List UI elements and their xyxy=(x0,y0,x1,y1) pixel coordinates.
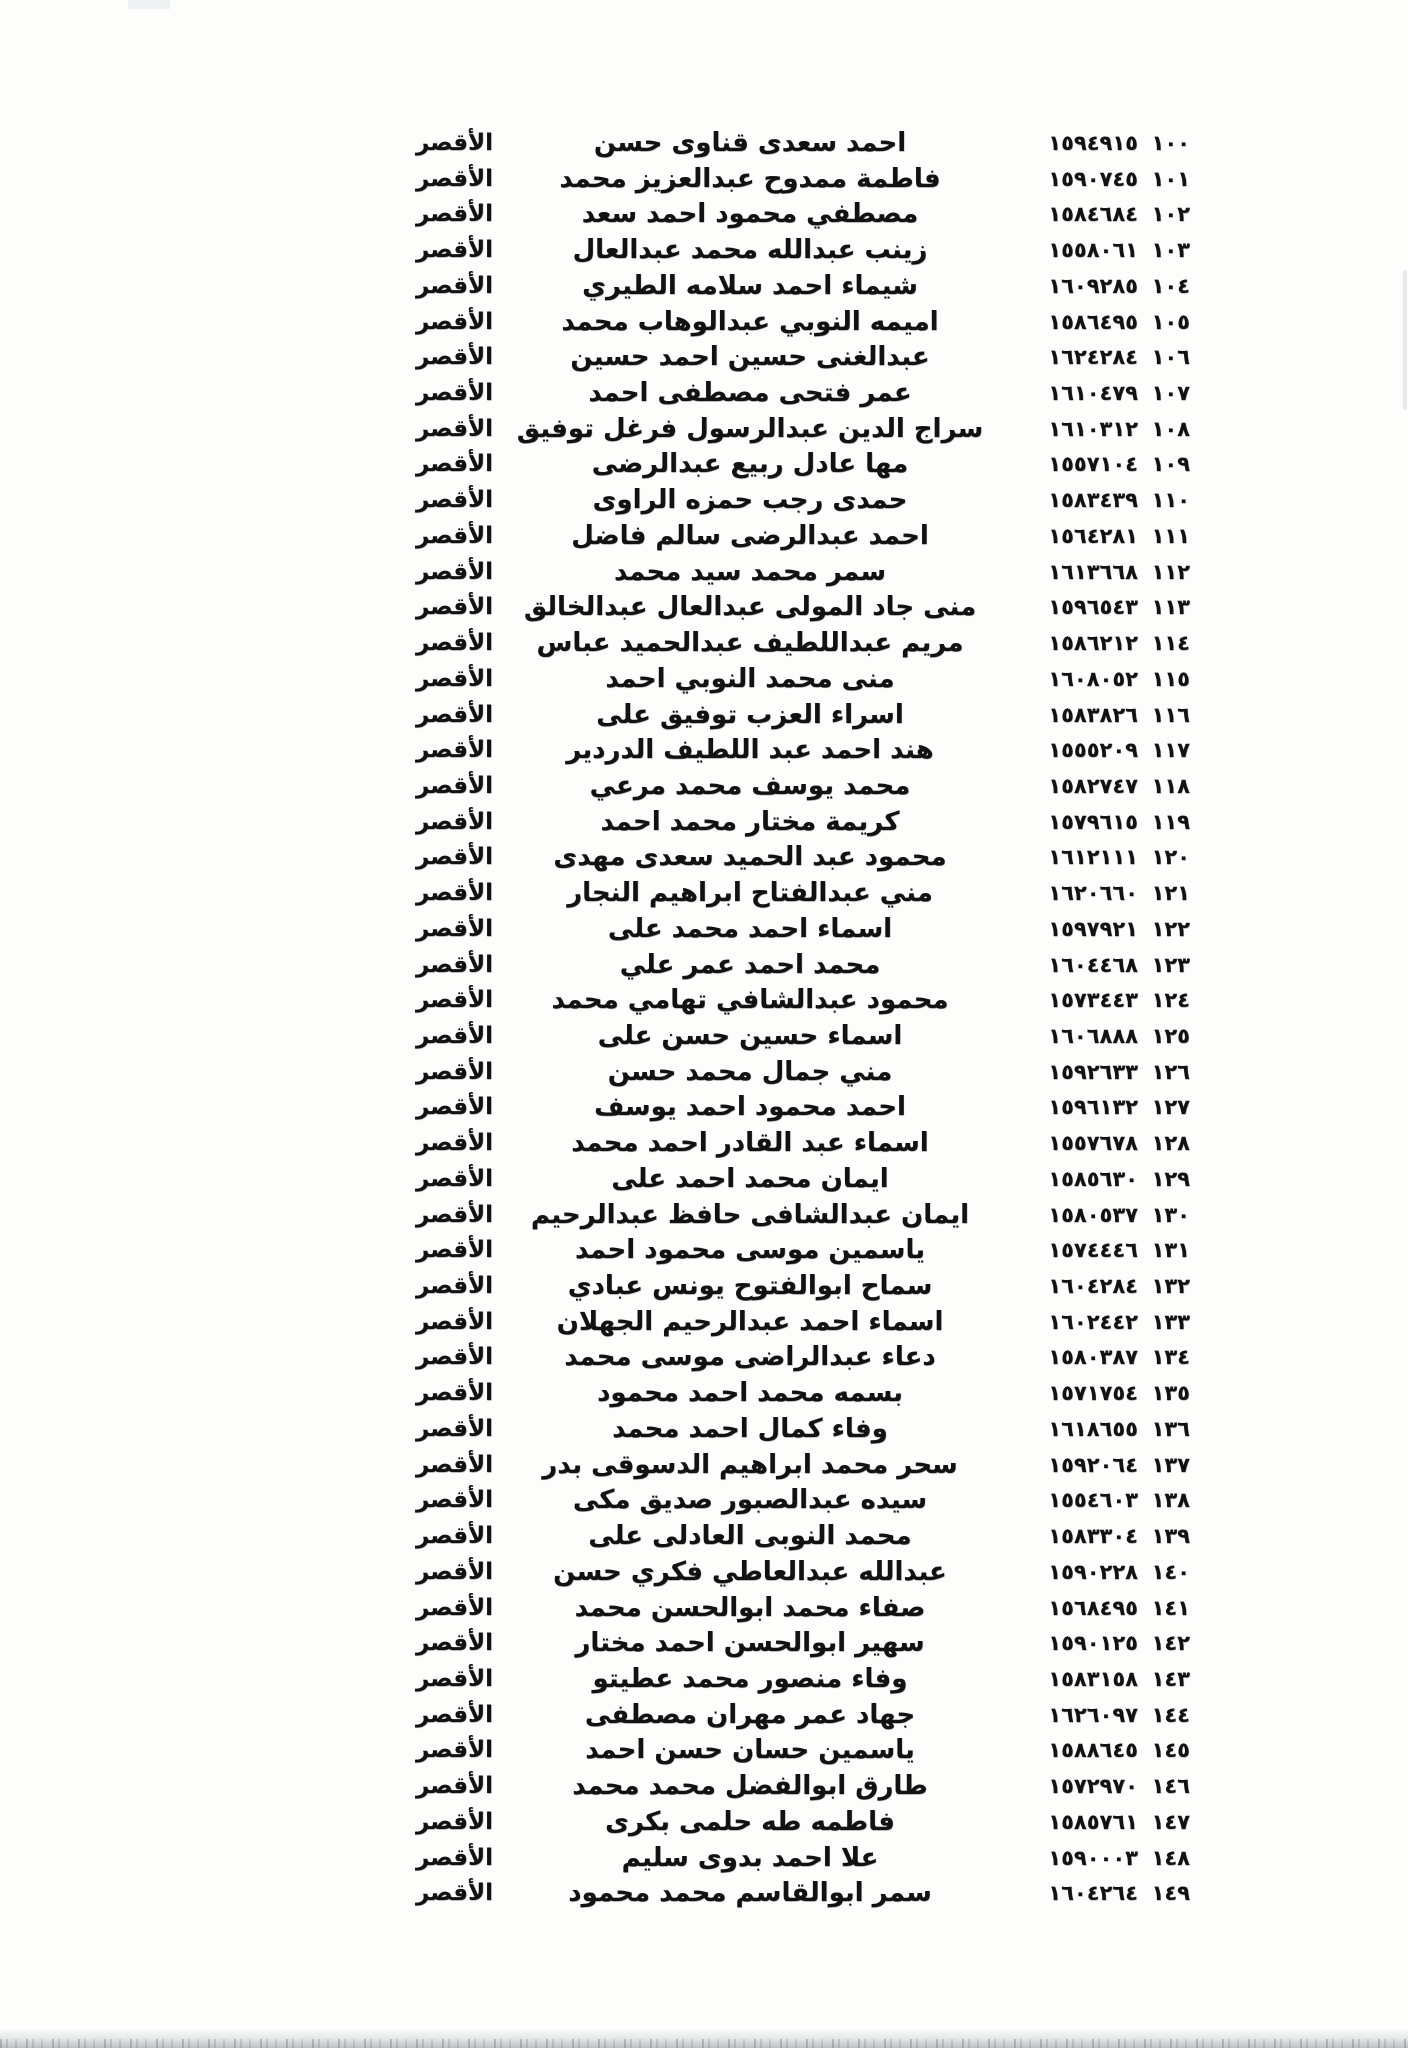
national-id-cell: ١٦١٣٦٦٨ xyxy=(1048,559,1138,584)
serial-cell: ١٠٤ xyxy=(1151,273,1190,298)
national-id-cell: ١٥٩٦٥٤٣ xyxy=(1048,595,1138,620)
name-cell: منى محمد النوبي احمد xyxy=(605,663,895,694)
scan-bottom-speckles xyxy=(0,2039,1408,2048)
name-cell: احمد سعدى قناوى حسن xyxy=(593,128,907,158)
name-cell: سمر محمد سيد محمد xyxy=(613,556,887,587)
governorate-cell: الأقصر xyxy=(416,201,494,228)
governorate-cell: الأقصر xyxy=(416,665,494,692)
table-row xyxy=(0,1447,1408,1483)
governorate-cell: الأقصر xyxy=(416,915,494,942)
name-cell: منى جاد المولى عبدالعال عبدالخالق xyxy=(523,592,977,623)
governorate-cell: الأقصر xyxy=(416,594,494,621)
name-cell: فاطمة ممدوح عبدالعزيز محمد xyxy=(559,163,941,194)
table-row xyxy=(0,1197,1408,1233)
table-row xyxy=(0,1161,1408,1197)
national-id-cell: ١٥٧١٧٥٤ xyxy=(1048,1381,1138,1406)
table-row xyxy=(0,1089,1408,1125)
table-row xyxy=(0,1625,1408,1661)
table-row xyxy=(0,589,1408,625)
name-cell: طارق ابوالفضل محمد محمد xyxy=(572,1771,928,1802)
governorate-cell: الأقصر xyxy=(416,451,494,478)
table-row xyxy=(0,1590,1408,1626)
national-id-cell: ١٦١٢١١١ xyxy=(1048,845,1138,870)
name-cell: محمود عبدالشافي تهامي محمد xyxy=(551,985,949,1016)
governorate-cell: الأقصر xyxy=(416,1737,494,1764)
table-row xyxy=(0,697,1408,733)
national-id-cell: ١٥٧٩٦١٥ xyxy=(1048,809,1138,834)
name-cell: شيماء احمد سلامه الطيري xyxy=(582,270,918,301)
governorate-cell: الأقصر xyxy=(416,487,494,514)
table-row xyxy=(0,947,1408,983)
governorate-cell: الأقصر xyxy=(416,1344,494,1371)
name-cell: وفاء كمال احمد محمد xyxy=(612,1413,888,1444)
name-cell: سمر ابوالقاسم محمد محمود xyxy=(568,1878,932,1909)
national-id-cell: ١٦٠٤٤٦٨ xyxy=(1048,952,1138,977)
table-row xyxy=(0,875,1408,911)
table-row xyxy=(0,911,1408,947)
serial-cell: ١٣٩ xyxy=(1151,1524,1190,1549)
governorate-cell: الأقصر xyxy=(416,630,494,657)
table-row xyxy=(0,554,1408,590)
name-cell: مريم عبداللطيف عبدالحميد عباس xyxy=(536,628,964,659)
governorate-cell: الأقصر xyxy=(416,1201,494,1228)
national-id-cell: ١٥٥٥٢٠٩ xyxy=(1048,738,1138,763)
national-id-cell: ١٥٨٢٧٤٧ xyxy=(1048,773,1138,798)
name-cell: بسمه محمد احمد محمود xyxy=(597,1378,903,1409)
scan-bottom-band xyxy=(0,2028,1408,2048)
name-cell: محمد يوسف محمد مرعي xyxy=(589,770,911,801)
serial-cell: ١٢٢ xyxy=(1151,916,1190,941)
national-id-cell: ١٥٩٢٠٦٤ xyxy=(1048,1452,1138,1477)
name-cell: كريمة مختار محمد احمد xyxy=(600,806,900,837)
national-id-cell: ١٥٨٣٣٠٤ xyxy=(1048,1524,1138,1549)
national-id-cell: ١٥٥٧١٠٤ xyxy=(1048,452,1138,477)
national-id-cell: ١٦٢٦٠٩٧ xyxy=(1048,1702,1138,1727)
serial-cell: ١٢٦ xyxy=(1151,1059,1190,1084)
governorate-cell: الأقصر xyxy=(416,1773,494,1800)
governorate-cell: الأقصر xyxy=(416,737,494,764)
name-cell: عمر فتحى مصطفى احمد xyxy=(588,378,912,409)
serial-cell: ١٤٣ xyxy=(1151,1666,1190,1691)
national-id-cell: ١٥٧٢٩٧٠ xyxy=(1048,1774,1138,1799)
serial-cell: ١١٧ xyxy=(1151,738,1190,763)
governorate-cell: الأقصر xyxy=(416,415,494,442)
table-row xyxy=(0,1125,1408,1161)
serial-cell: ١٠٣ xyxy=(1151,238,1190,263)
national-id-cell: ١٥٧٤٤٤٦ xyxy=(1048,1238,1138,1263)
name-cell: مني عبدالفتاح ابراهيم النجار xyxy=(567,878,933,909)
governorate-cell: الأقصر xyxy=(416,344,494,371)
national-id-cell: ١٦٠٨٠٥٢ xyxy=(1048,666,1138,691)
governorate-cell: الأقصر xyxy=(416,772,494,799)
table-row xyxy=(0,125,1408,161)
governorate-cell: الأقصر xyxy=(416,1701,494,1728)
serial-cell: ١٢٣ xyxy=(1151,952,1190,977)
serial-cell: ١١٠ xyxy=(1151,488,1190,513)
table-row xyxy=(0,1554,1408,1590)
serial-cell: ١٠٥ xyxy=(1151,309,1190,334)
serial-cell: ١٣٠ xyxy=(1151,1202,1190,1227)
governorate-cell: الأقصر xyxy=(416,1165,494,1192)
serial-cell: ١٣٨ xyxy=(1151,1488,1190,1513)
name-cell: سماح ابوالفتوح يونس عبادي xyxy=(567,1271,933,1302)
name-cell: احمد عبدالرضى سالم فاضل xyxy=(571,520,929,551)
governorate-cell: الأقصر xyxy=(416,1487,494,1514)
table-row xyxy=(0,232,1408,268)
name-cell: سراج الدين عبدالرسول فرغل توفيق xyxy=(516,413,984,444)
serial-cell: ١٣٧ xyxy=(1151,1452,1190,1477)
name-cell: علا احمد بدوى سليم xyxy=(621,1842,879,1873)
national-id-cell: ١٦٠٤٢٦٤ xyxy=(1048,1881,1138,1906)
serial-cell: ١٠٢ xyxy=(1151,202,1190,227)
national-id-cell: ١٥٩٤٩١٥ xyxy=(1048,131,1138,155)
national-id-cell: ١٥٩٠٠٠٣ xyxy=(1048,1845,1138,1870)
national-id-cell: ١٥٨٣٨٢٦ xyxy=(1048,702,1138,727)
national-id-cell: ١٥٥٨٠٦١ xyxy=(1048,238,1138,263)
national-id-cell: ١٦٢٠٦٦٠ xyxy=(1048,881,1138,906)
governorate-cell: الأقصر xyxy=(416,701,494,728)
governorate-cell: الأقصر xyxy=(416,1880,494,1907)
serial-cell: ١٠٨ xyxy=(1151,416,1190,441)
national-id-cell: ١٥٨٦٢١٢ xyxy=(1048,631,1138,656)
governorate-cell: الأقصر xyxy=(416,237,494,264)
table-row xyxy=(0,768,1408,804)
national-id-cell: ١٦٠٢٤٤٢ xyxy=(1048,1309,1138,1334)
governorate-cell: الأقصر xyxy=(416,1844,494,1871)
national-id-cell: ١٥٩٦١٣٢ xyxy=(1048,1095,1138,1120)
name-cell: وفاء منصور محمد عطيتو xyxy=(592,1663,908,1694)
table-row xyxy=(0,196,1408,232)
serial-cell: ١١٤ xyxy=(1151,631,1190,656)
national-id-cell: ١٥٨٠٥٣٧ xyxy=(1048,1202,1138,1227)
table-row xyxy=(0,1482,1408,1518)
serial-cell: ١٠٦ xyxy=(1151,345,1190,370)
table-row xyxy=(0,1018,1408,1054)
governorate-cell: الأقصر xyxy=(416,1237,494,1264)
table-row xyxy=(0,1840,1408,1876)
name-cell: فاطمه طه حلمى بكرى xyxy=(605,1806,895,1837)
name-cell: ياسمين حسان حسن احمد xyxy=(585,1735,915,1766)
serial-cell: ١٢٩ xyxy=(1151,1166,1190,1191)
national-id-cell: ١٥٦٤٢٨١ xyxy=(1048,523,1138,548)
serial-cell: ١٤٨ xyxy=(1151,1845,1190,1870)
serial-cell: ١٤٦ xyxy=(1151,1774,1190,1799)
table-row xyxy=(0,1518,1408,1554)
national-id-cell: ١٥٥٧٦٧٨ xyxy=(1048,1131,1138,1156)
table-row xyxy=(0,1661,1408,1697)
name-cell: زينب عبدالله محمد عبدالعال xyxy=(572,235,928,266)
serial-cell: ١٤٤ xyxy=(1151,1702,1190,1727)
table-row xyxy=(0,661,1408,697)
governorate-cell: الأقصر xyxy=(416,558,494,585)
serial-cell: ١٢٥ xyxy=(1151,1024,1190,1048)
governorate-cell: الأقصر xyxy=(416,1273,494,1300)
table-row xyxy=(0,1768,1408,1804)
serial-cell: ١٣١ xyxy=(1151,1238,1190,1263)
name-cell: احمد محمود احمد يوسف xyxy=(594,1092,906,1123)
governorate-cell: الأقصر xyxy=(416,987,494,1014)
governorate-cell: الأقصر xyxy=(416,1808,494,1835)
national-id-cell: ١٥٨٥٦٣٠ xyxy=(1048,1166,1138,1191)
serial-cell: ١٢٧ xyxy=(1151,1095,1190,1120)
governorate-cell: الأقصر xyxy=(416,1665,494,1692)
governorate-cell: الأقصر xyxy=(416,1630,494,1657)
serial-cell: ١٢١ xyxy=(1151,881,1190,906)
table-row xyxy=(0,161,1408,197)
table-row xyxy=(0,446,1408,482)
table-row xyxy=(0,1375,1408,1411)
serial-cell: ١٣٦ xyxy=(1151,1416,1190,1441)
table-row xyxy=(0,1304,1408,1340)
name-cell: هند احمد عبد اللطيف الدردير xyxy=(566,735,934,766)
national-id-cell: ١٦١٠٤٧٩ xyxy=(1048,381,1138,406)
serial-cell: ١٣٥ xyxy=(1151,1381,1190,1406)
name-cell: مصطفي محمود احمد سعد xyxy=(581,199,919,230)
governorate-cell: الأقصر xyxy=(416,1058,494,1085)
national-id-cell: ١٥٨٣١٥٨ xyxy=(1048,1666,1138,1691)
governorate-cell: الأقصر xyxy=(416,272,494,299)
national-id-cell: ١٥٩٠٧٤٥ xyxy=(1048,166,1138,191)
serial-cell: ١٤٩ xyxy=(1151,1881,1190,1906)
table-row xyxy=(0,1339,1408,1375)
table-row xyxy=(0,732,1408,768)
governorate-cell: الأقصر xyxy=(416,951,494,978)
governorate-cell: الأقصر xyxy=(416,1451,494,1478)
governorate-cell: الأقصر xyxy=(416,1523,494,1550)
serial-cell: ١٣٣ xyxy=(1151,1309,1190,1334)
table-row xyxy=(0,982,1408,1018)
serial-cell: ١٢٤ xyxy=(1151,988,1190,1013)
national-id-cell: ١٥٨٠٣٨٧ xyxy=(1048,1345,1138,1370)
name-cell: عبدالله عبدالعاطي فكري حسن xyxy=(553,1556,947,1587)
table-row xyxy=(0,304,1408,340)
serial-cell: ١١٥ xyxy=(1151,666,1190,691)
governorate-cell: الأقصر xyxy=(416,1558,494,1585)
name-cell: اسماء حسين حسن على xyxy=(597,1021,903,1051)
serial-cell: ١٢٠ xyxy=(1151,845,1190,870)
name-cell: محمود عبد الحميد سعدى مهدى xyxy=(553,842,947,873)
serial-cell: ١٠١ xyxy=(1151,166,1190,191)
national-id-cell: ١٥٧٣٤٤٣ xyxy=(1048,988,1138,1013)
national-id-cell: ١٦١٨٦٥٥ xyxy=(1048,1416,1138,1441)
name-cell: اميمه النوبي عبدالوهاب محمد xyxy=(561,306,939,337)
governorate-cell: الأقصر xyxy=(416,1415,494,1442)
governorate-cell: الأقصر xyxy=(416,522,494,549)
serial-cell: ١٣٤ xyxy=(1151,1345,1190,1370)
serial-cell: ١٢٨ xyxy=(1151,1131,1190,1156)
name-cell: اسماء عبد القادر احمد محمد xyxy=(571,1128,929,1159)
table-row xyxy=(0,1875,1408,1911)
table-row xyxy=(0,625,1408,661)
serial-cell: ١١٣ xyxy=(1151,595,1190,620)
name-cell: صفاء محمد ابوالحسن محمد xyxy=(574,1592,926,1623)
table-row xyxy=(0,518,1408,554)
serial-cell: ١٤٠ xyxy=(1151,1559,1190,1584)
serial-cell: ١١٦ xyxy=(1151,702,1190,727)
serial-cell: ١١١ xyxy=(1151,523,1190,548)
national-id-cell: ١٥٨٨٦٤٥ xyxy=(1048,1738,1138,1763)
name-cell: ايمان عبدالشافى حافظ عبدالرحيم xyxy=(530,1199,970,1230)
national-id-cell: ١٦٠٦٨٨٨ xyxy=(1048,1024,1138,1048)
serial-cell: ١٠٩ xyxy=(1151,452,1190,477)
national-id-cell: ١٦٠٩٢٨٥ xyxy=(1048,273,1138,298)
governorate-cell: الأقصر xyxy=(416,308,494,335)
name-cell: محمد احمد عمر علي xyxy=(619,949,881,980)
national-id-cell: ١٥٥٤٦٠٣ xyxy=(1048,1488,1138,1513)
name-cell: عبدالغنى حسين احمد حسين xyxy=(570,342,930,373)
serial-cell: ١٤٥ xyxy=(1151,1738,1190,1763)
serial-cell: ١٤٧ xyxy=(1151,1809,1190,1834)
table-row xyxy=(0,339,1408,375)
table-row xyxy=(0,1732,1408,1768)
name-cell: سحر محمد ابراهيم الدسوقى بدر xyxy=(542,1449,958,1480)
name-cell: اسماء احمد عبدالرحيم الجهلان xyxy=(556,1306,944,1337)
governorate-cell: الأقصر xyxy=(416,1308,494,1335)
table-row xyxy=(0,804,1408,840)
governorate-cell: الأقصر xyxy=(416,1594,494,1621)
name-cell: سهير ابوالحسن احمد مختار xyxy=(575,1628,925,1659)
governorate-cell: الأقصر xyxy=(416,1094,494,1121)
table-row xyxy=(0,375,1408,411)
national-id-cell: ١٥٨٣٤٣٩ xyxy=(1048,488,1138,513)
governorate-cell: الأقصر xyxy=(416,1380,494,1407)
national-id-cell: ١٦٢٤٢٨٤ xyxy=(1048,345,1138,370)
national-id-cell: ١٦١٠٣١٢ xyxy=(1048,416,1138,441)
table-row xyxy=(0,1054,1408,1090)
name-cell: محمد النوبى العادلى على xyxy=(588,1521,912,1552)
national-id-cell: ١٥٩٠١٢٥ xyxy=(1048,1631,1138,1656)
national-id-cell: ١٥٨٥٧٦١ xyxy=(1048,1809,1138,1834)
table-row xyxy=(0,1411,1408,1447)
national-id-cell: ١٥٩٢٦٣٣ xyxy=(1048,1059,1138,1084)
national-id-cell: ١٥٩٧٩٢١ xyxy=(1048,916,1138,941)
serial-cell: ١٣٢ xyxy=(1151,1274,1190,1299)
name-cell: سيده عبدالصبور صديق مكى xyxy=(572,1485,928,1516)
name-cell: ايمان محمد احمد على xyxy=(611,1163,889,1194)
governorate-cell: الأقصر xyxy=(416,380,494,407)
name-cell: اسماء احمد محمد على xyxy=(607,913,893,944)
table-row xyxy=(0,1268,1408,1304)
national-id-cell: ١٥٨٦٤٩٥ xyxy=(1048,309,1138,334)
name-cell: اسراء العزب توفيق على xyxy=(596,699,904,730)
governorate-cell: الأقصر xyxy=(416,844,494,871)
table-row xyxy=(0,1804,1408,1840)
serial-cell: ١١٩ xyxy=(1151,809,1190,834)
governorate-cell: الأقصر xyxy=(416,1023,494,1049)
governorate-cell: الأقصر xyxy=(416,130,494,156)
governorate-cell: الأقصر xyxy=(416,880,494,907)
serial-cell: ١٤١ xyxy=(1151,1595,1190,1620)
serial-cell: ١١٢ xyxy=(1151,559,1190,584)
table-row xyxy=(0,268,1408,304)
governorate-cell: الأقصر xyxy=(416,1130,494,1157)
table-row xyxy=(0,839,1408,875)
name-cell: مني جمال محمد حسن xyxy=(607,1056,893,1087)
national-id-cell: ١٥٩٠٢٢٨ xyxy=(1048,1559,1138,1584)
serial-cell: ١١٨ xyxy=(1151,773,1190,798)
name-cell: ياسمين موسى محمود احمد xyxy=(575,1235,925,1266)
governorate-cell: الأقصر xyxy=(416,808,494,835)
table-row xyxy=(0,482,1408,518)
national-id-cell: ١٥٨٤٦٨٤ xyxy=(1048,202,1138,227)
governorate-cell: الأقصر xyxy=(416,165,494,192)
table-row xyxy=(0,411,1408,447)
name-cell: دعاء عبدالراضى موسى محمد xyxy=(564,1342,936,1373)
national-id-cell: ١٦٠٤٢٨٤ xyxy=(1048,1274,1138,1299)
name-cell: حمدى رجب حمزه الراوى xyxy=(592,485,908,516)
serial-cell: ١٠٠ xyxy=(1151,131,1190,155)
serial-cell: ١٠٧ xyxy=(1151,381,1190,406)
name-cell: جهاد عمر مهران مصطفى xyxy=(584,1699,916,1730)
table-row xyxy=(0,1697,1408,1733)
name-cell: مها عادل ربيع عبدالرضى xyxy=(591,449,909,480)
national-id-cell: ١٥٦٨٤٩٥ xyxy=(1048,1595,1138,1620)
serial-cell: ١٤٢ xyxy=(1151,1631,1190,1656)
table-row xyxy=(0,1232,1408,1268)
